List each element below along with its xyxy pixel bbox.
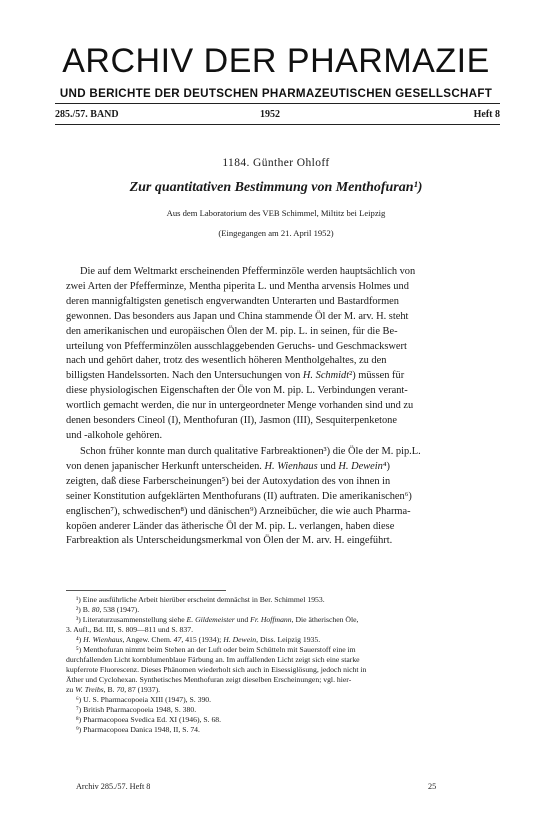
footnote-line (66, 615, 500, 625)
author-reference: H. Wienhaus (264, 460, 318, 472)
author-reference: H. Dewein (223, 635, 257, 644)
footnote-line: ¹) Eine ausführliche Arbeit hierüber erscheint demnächst in Ber. Schimmel 1953. (76, 595, 325, 604)
text-run: ²) müssen für (349, 370, 405, 382)
text-run: und (317, 460, 339, 472)
footnote-line: durchfallenden Licht kornblumenblaue Färbung an. Im auffallenden Licht zeigt sich eine starke (66, 655, 360, 664)
article-title: Zur quantitativen Bestimmung von Menthofuran¹) (129, 180, 423, 195)
text-run: , 87 (1937). (124, 685, 161, 694)
paragraph-2 (66, 445, 500, 549)
text-line: und -alkohole gehören. (66, 429, 163, 441)
footnote-line (66, 635, 500, 645)
volume-number: 70 (116, 685, 125, 694)
header-rule-bottom (55, 124, 500, 125)
footer-journal-ref: Archiv 285./57. Heft 8 (76, 782, 151, 791)
text-line: deren mannigfaltigsten genetisch engverwandten Unterarten und Bastardformen (66, 295, 399, 307)
text-run: , Die ätherischen Öle, (291, 615, 359, 624)
received-date: (Eingegangen am 21. April 1952) (218, 228, 334, 238)
footnote-separator (66, 590, 226, 591)
text-run: ²) B. (76, 605, 92, 614)
footnote-line: 3. Aufl., Bd. III, S. 809—811 und S. 837. (66, 625, 193, 634)
author-reference: E. Gildemeister (186, 615, 235, 624)
year-label: 1952 (260, 109, 280, 120)
footnote-line (66, 685, 500, 695)
text-run: von denen japanischer Herkunft unterscheiden. (66, 460, 265, 472)
volume-label: 285./57. BAND (55, 109, 119, 120)
footnotes (66, 595, 500, 735)
author-reference: W. Treibs (75, 685, 104, 694)
article-number-author: 1184. Günther Ohloff (222, 157, 330, 169)
text-run: ⁴) (76, 635, 84, 644)
text-run: zu (66, 685, 76, 694)
text-line: gewonnen. Das besonders aus Japan und China stammende Öl der M. arv. H. steht (66, 310, 409, 322)
text-line: diese physiologischen Eigenschaften der Öle von M. pip. L. Verbindungen verant- (66, 385, 408, 397)
text-line: nach und gehört daher, trotz des wesentlich höheren Mentholgehaltes, zu den (66, 355, 387, 367)
text-run: billigsten Handelssorten. Nach den Untersuchungen von (66, 370, 303, 382)
text-line: zeigten, daß diese Farberscheinungen⁵) bei der Autoxydation des von ihnen in (66, 475, 391, 487)
journal-subtitle: UND BERICHTE DER DEUTSCHEN PHARMAZEUTISCHEN GESELLSCHAFT (59, 87, 493, 100)
text-line (66, 460, 500, 475)
text-line: englischen⁷), schwedischen⁸) und dänischen⁹) Arzneibücher, die wie auch Pharma- (66, 505, 411, 517)
text-run: , B. (103, 685, 117, 694)
text-line: denen besonders Cineol (I), Menthofuran (II), Jasmon (III), Sesquiterpenketone (66, 415, 397, 427)
footnote-line: ⁵) Menthofuran nimmt beim Stehen an der Luft oder beim Schütteln mit Sauerstoff eine im (76, 645, 356, 654)
text-line (66, 369, 500, 384)
text-line: kopöen anderer Länder das ätherische Öl der M. pip. L. verlangen, haben diese (66, 520, 395, 532)
text-line: Farbreaktion als Unterscheidungsmerkmal von Ölen der M. arv. H. eingeführt. (66, 535, 393, 547)
issue-label: Heft 8 (473, 109, 500, 120)
footnote-line: ⁷) British Pharmacopoeia 1948, S. 380. (76, 705, 197, 714)
affiliation: Aus dem Laboratorium des VEB Schimmel, Miltitz bei Leipzig (166, 208, 386, 218)
author-reference: H. Dewein (338, 460, 383, 472)
journal-title: ARCHIV DER PHARMAZIE (62, 42, 490, 80)
text-line: zwei Arten der Pfefferminze, Mentha piperita L. und Mentha arvensis Holmes und (66, 280, 409, 292)
text-run: und (234, 615, 251, 624)
text-line: urteilung von Pfefferminzölen ausschlaggebenden Geruchs- und Geschmackswert (66, 340, 407, 352)
paragraph-1 (66, 265, 500, 444)
volume-number: 47 (173, 635, 182, 644)
footnote-line: kupferrote Fluorescenz. Dieses Phänomen wiederholt sich auch in Eisessiglösung, jedoch nicht in (66, 665, 367, 674)
author-reference: H. Schmidt (302, 370, 350, 382)
author-reference: H. Wienhaus (83, 635, 123, 644)
author-reference: Fr. Hoffmann (250, 615, 292, 624)
text-run: , 538 (1947). (99, 605, 140, 614)
text-run: ⁴) (382, 460, 390, 472)
text-line: den amerikanischen und europäischen Ölen der M. pip. L. in seinen, für die Be- (66, 325, 398, 337)
text-line: wortlich gemacht werden, die nur in untergeordneter Menge vorhanden sind und zu (66, 400, 414, 412)
footnote-line: ⁹) Pharmacopoea Danica 1948, II, S. 74. (76, 725, 200, 734)
volume-number: 80 (91, 605, 100, 614)
text-run: , Angew. Chem. (122, 635, 174, 644)
footnote-line: ⁶) U. S. Pharmacopoeia XIII (1947), S. 390. (76, 695, 212, 704)
footnote-line: Äther und Cyclohexan. Synthetisches Menthofuran zeigt dieselben Erscheinungen; vgl. hier- (66, 675, 352, 684)
text-line: Die auf dem Weltmarkt erscheinenden Pfefferminzöle werden hauptsächlich von (80, 266, 416, 277)
text-line: Schon früher konnte man durch qualitative Farbreaktionen³) die Öle der M. pip.L. (80, 446, 421, 457)
footnote-line (66, 605, 500, 615)
text-line: seiner Konstitution aufgeklärten Menthofurans (II) auftraten. Die amerikanischen⁶) (66, 490, 412, 502)
text-run: , Diss. Leipzig 1935. (256, 635, 321, 644)
text-run: ³) Literaturzusammenstellung siehe (76, 615, 187, 624)
header-rule-top (55, 103, 500, 104)
page-number: 25 (428, 782, 437, 791)
footnote-line: ⁸) Pharmacopoea Svedica Ed. XI (1946), S. 68. (76, 715, 222, 724)
text-run: , 415 (1934); (181, 635, 224, 644)
